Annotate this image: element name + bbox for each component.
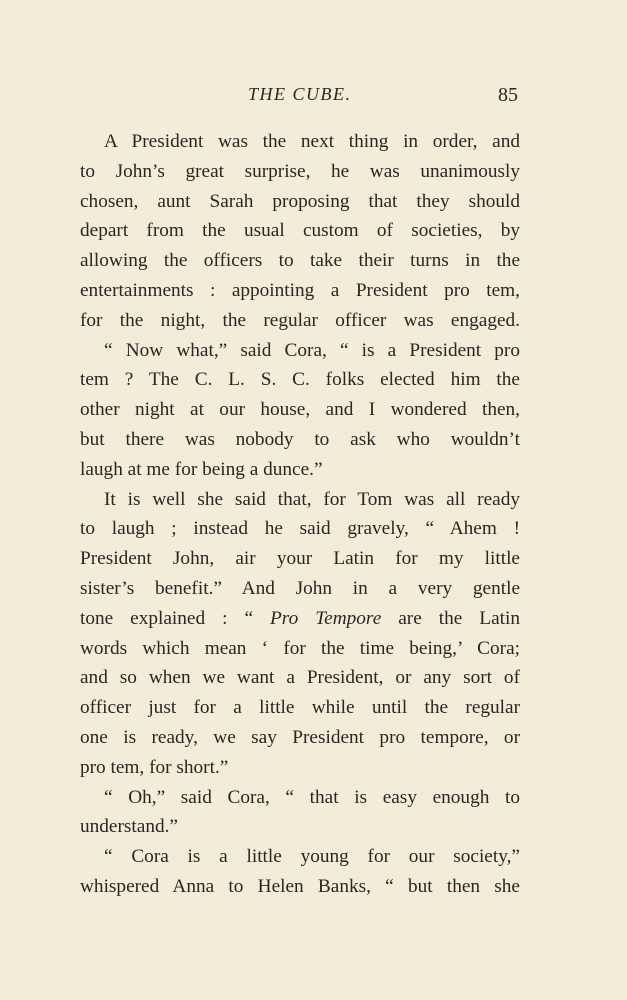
text-line (80, 842, 520, 872)
text-line (80, 634, 520, 664)
text-line-content: understand.” (80, 816, 178, 838)
text-line-content: sister’s benefit.” And John in a very gentle (80, 577, 520, 599)
text-line-content: pro tem, for short.” (80, 756, 229, 778)
text-line (80, 812, 520, 842)
text-line-content: officer just for a little while until the regular (80, 697, 520, 719)
text-line (80, 514, 520, 544)
text-line-content: chosen, aunt Sarah proposing that they should (80, 190, 520, 212)
text-line-content: whispered Anna to Helen Banks, “ but then she (80, 875, 520, 897)
text-line-content: tem ? The C. L. S. C. folks elected him the (80, 369, 520, 391)
text-line-content: entertainments : appointing a President pro tem, (80, 279, 520, 301)
text-line-content: to John’s great surprise, he was unanimously (80, 160, 520, 182)
text-line-content: depart from the usual custom of societies, by (80, 220, 520, 242)
text-line (80, 246, 520, 276)
text-line (80, 395, 520, 425)
body-text (80, 127, 520, 902)
text-line-content: It is well she said that, for Tom was all ready (104, 488, 520, 510)
text-line (80, 544, 520, 574)
text-line (80, 693, 520, 723)
text-line (80, 753, 520, 783)
text-line-content: “ Now what,” said Cora, “ is a President pro (104, 339, 520, 361)
text-line-continuation: are the Latin (381, 607, 520, 629)
text-line-content: words which mean ‘ for the time being,’ Cora; (80, 637, 520, 659)
text-line-content: for the night, the regular officer was engaged. (80, 309, 520, 331)
text-line-content: to laugh ; instead he said gravely, “ Ahem ! (80, 518, 520, 540)
text-line (80, 336, 520, 366)
text-line-content: “ Oh,” said Cora, “ that is easy enough to (104, 786, 520, 808)
text-line (80, 872, 520, 902)
text-line-content: laugh at me for being a dunce.” (80, 458, 323, 480)
page-number: 85 (498, 84, 518, 106)
text-line-content: tone explained : “ (80, 607, 270, 629)
text-line (80, 276, 520, 306)
text-line (80, 365, 520, 395)
text-line-content: A President was the next thing in order, and (104, 131, 520, 152)
text-line (80, 455, 520, 485)
text-line (80, 574, 520, 604)
text-line (80, 157, 520, 187)
text-line-content: but there was nobody to ask who wouldn’t (80, 428, 520, 450)
text-line-content: President John, air your Latin for my little (80, 548, 520, 570)
text-line-content: and so when we want a President, or any sort of (80, 667, 520, 689)
text-line (80, 216, 520, 246)
text-line (80, 783, 520, 813)
text-line (80, 723, 520, 753)
text-line (80, 485, 520, 515)
running-head (0, 80, 627, 110)
text-line-content: “ Cora is a little young for our society,” (104, 846, 520, 868)
text-line (80, 187, 520, 217)
text-line-content: other night at our house, and I wondered then, (80, 399, 520, 421)
text-line (80, 663, 520, 693)
italic-phrase: Pro Tempore (270, 607, 382, 629)
text-line (80, 127, 520, 157)
text-line (80, 604, 520, 634)
text-line (80, 306, 520, 336)
text-line (80, 425, 520, 455)
running-title: THE CUBE. (248, 84, 352, 104)
text-line-content: one is ready, we say President pro tempore, or (80, 726, 520, 748)
text-line-content: allowing the officers to take their turns in the (80, 250, 520, 272)
